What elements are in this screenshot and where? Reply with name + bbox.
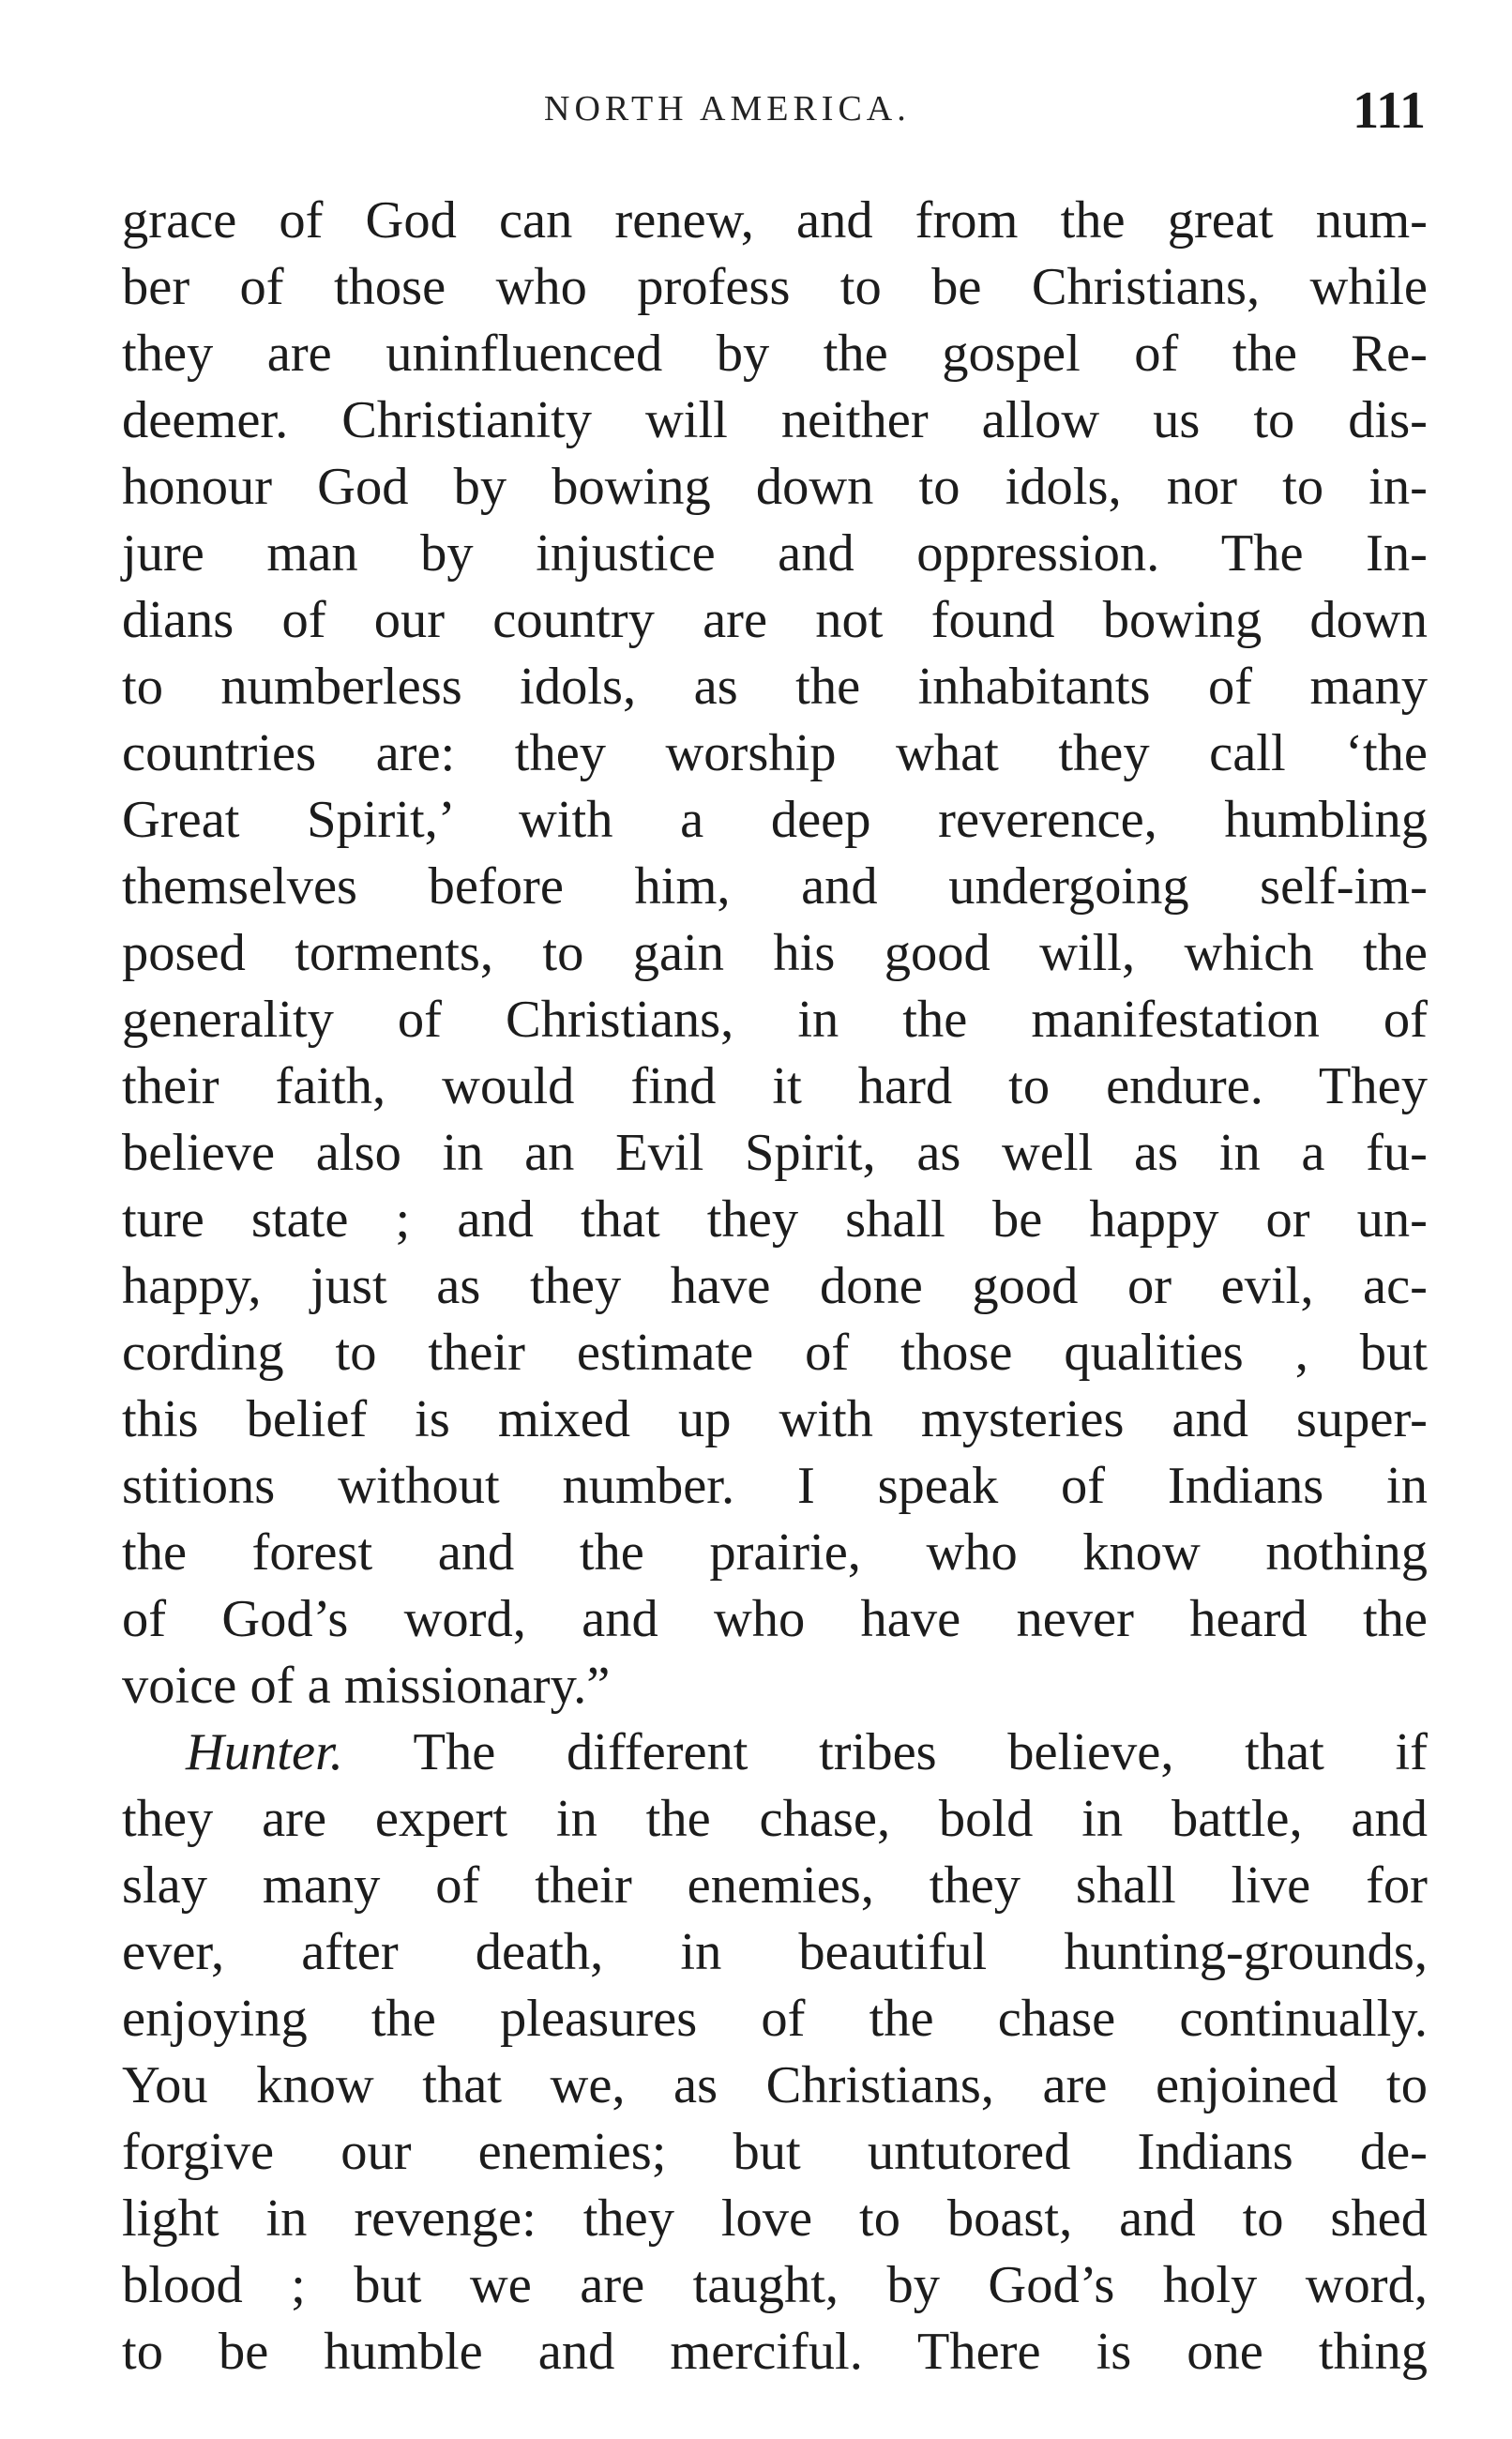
- text-line: of God’s word, and who have never heard the: [122, 1590, 1428, 1648]
- body-text: [122, 188, 1428, 2386]
- text-line: posed torments, to gain his good will, which the: [122, 924, 1428, 982]
- paragraph-1: [122, 188, 1428, 1719]
- speaker-name: Hunter.: [186, 1723, 343, 1781]
- text-line: stitions without number. I speak of Indians in: [122, 1457, 1428, 1515]
- text-line: forgive our enemies; but untutored Indians de-: [122, 2123, 1428, 2181]
- first-line-text: The different tribes believe, that if: [342, 1723, 1428, 1781]
- text-line: grace of God can renew, and from the great num-: [122, 191, 1428, 250]
- text-line: jure man by injustice and oppression. The In-: [122, 524, 1428, 583]
- text-line: voice of a missionary.”: [122, 1657, 611, 1715]
- text-line: Great Spirit,’ with a deep reverence, humbling: [122, 791, 1428, 849]
- text-line: enjoying the pleasures of the chase continually.: [122, 1990, 1428, 2048]
- text-line: to be humble and merciful. There is one thing: [122, 2323, 1428, 2381]
- text-line: to numberless idols, as the inhabitants of many: [122, 658, 1428, 716]
- text-line: countries are: they worship what they call ‘the: [122, 724, 1428, 782]
- text-line: ture state ; and that they shall be happy or un-: [122, 1190, 1428, 1249]
- text-line: generality of Christians, in the manifestation of: [122, 991, 1428, 1049]
- text-line: blood ; but we are taught, by God’s holy word,: [122, 2256, 1428, 2314]
- text-line: slay many of their enemies, they shall live for: [122, 1856, 1428, 1915]
- text-line: they are expert in the chase, bold in battle, and: [122, 1790, 1428, 1848]
- text-line: cording to their estimate of those qualities , but: [122, 1324, 1428, 1382]
- text-line: happy, just as they have done good or evil, ac-: [122, 1257, 1428, 1315]
- text-line: their faith, would find it hard to endure. They: [122, 1057, 1428, 1115]
- paragraph-2: [122, 1719, 1428, 2386]
- text-line: dians of our country are not found bowing down: [122, 591, 1428, 649]
- running-head: [122, 81, 1426, 140]
- text-line: ber of those who profess to be Christians, while: [122, 258, 1428, 316]
- text-line: themselves before him, and undergoing self-im-: [122, 857, 1428, 916]
- running-title: NORTH AMERICA.: [544, 89, 911, 129]
- page-number: 111: [1353, 82, 1426, 140]
- text-line: ever, after death, in beautiful hunting-grounds,: [122, 1923, 1428, 1981]
- text-line: the forest and the prairie, who know nothing: [122, 1523, 1428, 1582]
- paragraph-first-line: [122, 1719, 1428, 1786]
- text-line: light in revenge: they love to boast, and to shed: [122, 2189, 1428, 2248]
- text-line: deemer. Christianity will neither allow us to dis-: [122, 391, 1428, 449]
- text-line: You know that we, as Christians, are enjoined to: [122, 2056, 1428, 2114]
- text-line: honour God by bowing down to idols, nor to in-: [122, 458, 1428, 516]
- text-line: believe also in an Evil Spirit, as well as in a fu-: [122, 1124, 1428, 1182]
- text-line: this belief is mixed up with mysteries and super-: [122, 1390, 1428, 1448]
- text-line: they are uninfluenced by the gospel of the Re-: [122, 325, 1428, 383]
